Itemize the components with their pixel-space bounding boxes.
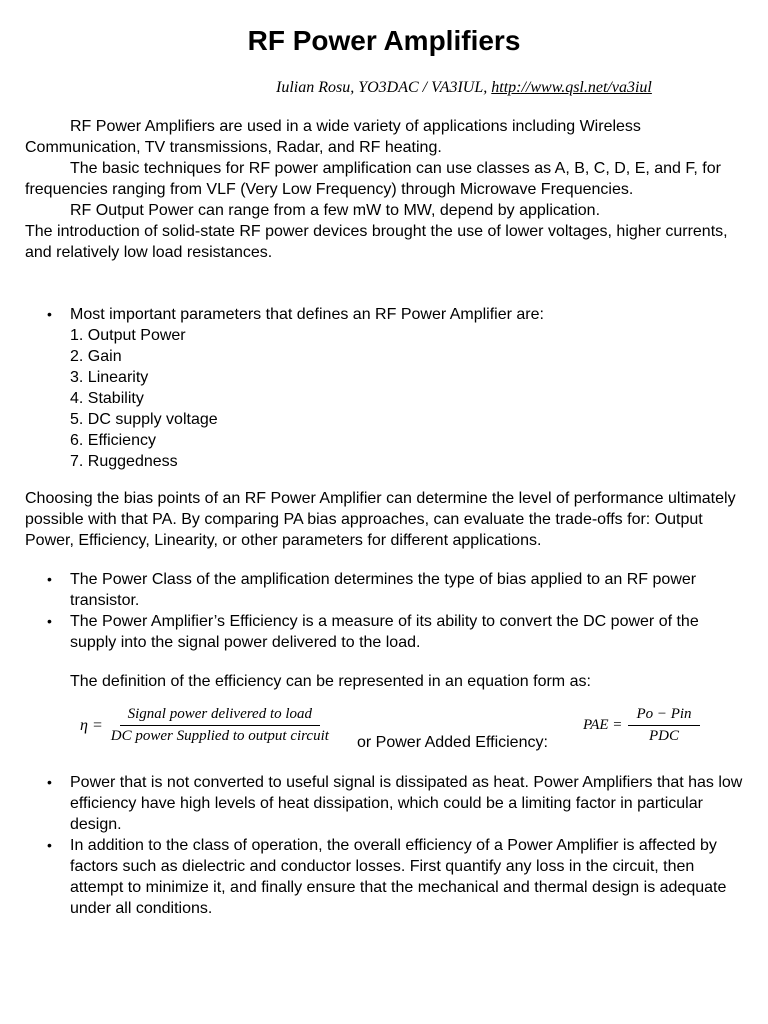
- page-title: RF Power Amplifiers: [247, 25, 521, 56]
- author-name: Iulian Rosu, YO3DAC / VA3IUL,: [276, 79, 492, 96]
- pae-fraction: [628, 706, 699, 745]
- list-item-text: Power that is not converted to useful signal is dissipated as heat. Power Amplifiers that has low efficiency have high levels of heat dissipation, which could be a limiting factor in particular design.: [70, 774, 743, 833]
- list-item: [25, 569, 745, 611]
- list-item: 4. Stability: [70, 390, 144, 407]
- parameters-bullet-list: [25, 304, 745, 325]
- efficiency-fraction: [107, 706, 333, 745]
- parameters-numbered-list: [25, 325, 745, 472]
- heat-losses-bullet-list: [25, 772, 745, 919]
- list-item: [25, 835, 745, 919]
- list-item: [25, 772, 745, 835]
- bullet-icon: •: [47, 571, 52, 587]
- bullet-icon: •: [47, 613, 52, 629]
- bullet-icon: •: [47, 837, 52, 853]
- list-item: [25, 611, 745, 653]
- pae-lhs: PAE =: [583, 717, 623, 733]
- bias-paragraph: Choosing the bias points of an RF Power Amplifier can determine the level of performance ultimately possible with that PA. By comparing PA bias approaches, can evaluate the trade-offs for: Output Power, Efficiency, Linearity, or other parameters for different applications.: [25, 490, 736, 549]
- class-efficiency-section: [25, 569, 745, 653]
- intro-paragraph-3-text: RF Output Power can range from a few mW to MW, depend by application.: [70, 202, 601, 219]
- list-item: 6. Efficiency: [70, 432, 156, 449]
- eta-symbol: η =: [80, 716, 103, 734]
- efficiency-definition: The definition of the efficiency can be represented in an equation form as:: [70, 673, 591, 690]
- list-item-text: The Power Class of the amplification determines the type of bias applied to an RF power transistor.: [70, 571, 697, 609]
- efficiency-equation: [80, 706, 333, 745]
- list-item: [25, 304, 745, 325]
- efficiency-numerator: Signal power delivered to load: [120, 706, 320, 726]
- list-item-text: In addition to the class of operation, the overall efficiency of a Power Amplifier is affected by factors such as dielectric and conductor losses. First quantify any loss in the circuit, then attempt to minimize it, and finally ensure that the mechanical and thermal design is adequate under all conditions.: [70, 837, 727, 917]
- pae-numerator: Po − Pin: [628, 706, 699, 726]
- intro-paragraph-4-text: The introduction of solid-state RF power devices brought the use of lower voltages, higher currents, and relatively low load resistances.: [25, 223, 728, 261]
- list-item-text: The Power Amplifier’s Efficiency is a measure of its ability to convert the DC power of the supply into the signal power delivered to the load.: [70, 613, 699, 651]
- intro-paragraph-2-text: The basic techniques for RF power amplification can use classes as A, B, C, D, E, and F, for frequencies ranging from VLF (Very Low Frequency) through Microwave Frequencies.: [25, 160, 721, 198]
- pae-denominator: PDC: [649, 728, 679, 744]
- pae-connector-text: or Power Added Efficiency:: [357, 734, 548, 751]
- list-item: 3. Linearity: [70, 369, 149, 386]
- pae-equation: [583, 706, 700, 745]
- author-line: [276, 78, 652, 98]
- heat-losses-section: [25, 772, 745, 919]
- parameters-section: [25, 304, 745, 472]
- intro-text: [25, 116, 745, 263]
- intro-paragraph-1-text: RF Power Amplifiers are used in a wide variety of applications including Wireless Communication, TV transmissions, Radar, and RF heating.: [25, 118, 641, 156]
- list-item: 2. Gain: [70, 348, 122, 365]
- class-efficiency-bullet-list: [25, 569, 745, 653]
- bullet-icon: •: [47, 774, 52, 790]
- list-item: 7. Ruggedness: [70, 453, 178, 470]
- efficiency-denominator: DC power Supplied to output circuit: [110, 728, 329, 744]
- author-link[interactable]: http://www.qsl.net/va3iul: [491, 79, 652, 96]
- list-item: 1. Output Power: [70, 327, 186, 344]
- list-item: 5. DC supply voltage: [70, 411, 218, 428]
- bullet-icon: •: [47, 306, 52, 322]
- parameters-lead: Most important parameters that defines an RF Power Amplifier are:: [70, 306, 544, 323]
